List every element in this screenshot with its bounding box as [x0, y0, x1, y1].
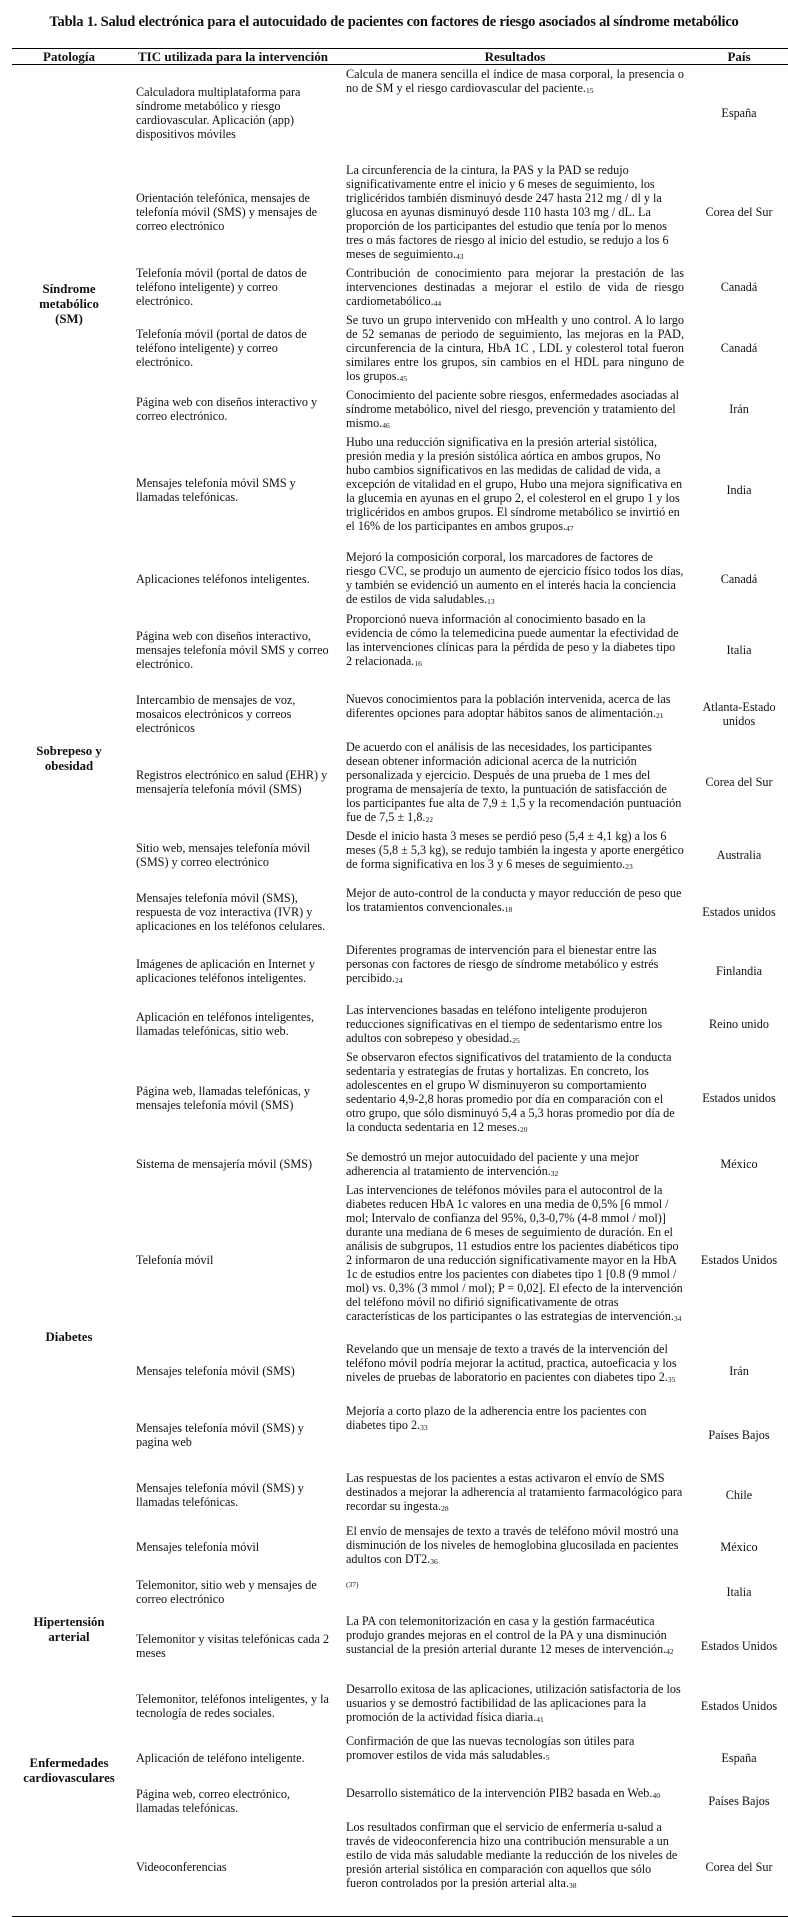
pathology-cell [12, 1680, 126, 1732]
result-text: Se observaron efectos significativos del tratamiento de la conducta sedentaria y estrategias de frutas y hortalizas. En concreto, los adolescentes en el grupo W disminuyeron su comportamiento sedentario 4,9-2,8 horas promedio por día en comparación con el otro grupo, que sólo disminuyó 5,4 a 5,3 horas promedio por día de la conducta sedentaria en 12 meses. [346, 1049, 675, 1134]
result-text: Calcula de manera sencilla el índice de masa corporal, la presencia o no de SM y el riesgo cardiovascular del paciente. [346, 67, 684, 95]
reference-number: 34 [673, 1313, 682, 1323]
tic-cell: Aplicación de teléfono inteligente. [136, 1750, 305, 1765]
pathology-cell [12, 610, 126, 690]
country-cell: Italia [726, 642, 752, 657]
reference-number: 40 [652, 1790, 660, 1800]
country-cell: España [721, 1750, 757, 1765]
table-header-row [12, 49, 788, 65]
country-cell: Canadá [720, 280, 758, 294]
reference-number: (37) [346, 1579, 359, 1589]
table-row [12, 738, 788, 827]
reference-number: 35 [667, 1374, 676, 1384]
tic-cell: Registros electrónico en salud (EHR) y mensajería telefonía móvil (SMS) [136, 768, 328, 796]
table-row [12, 433, 788, 548]
tic-cell: Aplicaciones teléfonos inteligentes. [136, 571, 310, 586]
result-text: Las intervenciones basadas en teléfono inteligente produjeron reducciones significativas en el tiempo de sedentarismo entre los adultos con sobrepeso y obesidad. [346, 1002, 663, 1045]
result-cell [340, 1469, 690, 1522]
reference-number: 36 [430, 1556, 438, 1566]
result-cell [340, 738, 690, 827]
pathology-cell [12, 1048, 126, 1148]
country-cell: Estados Unidos [700, 1638, 778, 1653]
table-row [12, 1732, 788, 1784]
result-cell [340, 65, 690, 161]
reference-number: 25 [512, 1035, 520, 1045]
table-row [12, 311, 788, 386]
country-cell: Estados unidos [702, 1090, 776, 1105]
pathology-cell [12, 941, 126, 1001]
pathology-cell [12, 1818, 126, 1917]
result-cell [340, 1048, 690, 1148]
result-cell [340, 884, 690, 941]
country-cell: Italia [726, 1585, 752, 1599]
result-text: Las respuestas de los pacientes a estas activaron el envío de SMS destinados a mejorar la adherencia al tratamiento farmacológico para recordar su ingesta. [346, 1470, 683, 1513]
country-cell: Países Bajos [708, 1793, 770, 1808]
pathology-label: Síndrome metabólico (SM) [39, 282, 99, 326]
tic-cell: Mensajes telefonía móvil (SMS) y pagina web [136, 1421, 304, 1449]
result-text: Contribución de conocimiento para mejorar la prestación de las intervenciones destinadas a mejorar el estilo de vida de riesgo cardiometabólico. [346, 265, 684, 308]
country-cell: Corea del Sur [705, 205, 773, 219]
table-row [12, 1181, 788, 1340]
country-cell: España [721, 105, 757, 120]
reference-number: 18 [504, 904, 513, 914]
result-cell [340, 433, 690, 548]
pathology-cell [12, 386, 126, 433]
tic-cell: Imágenes de aplicación en Internet y aplicaciones teléfonos inteligentes. [136, 956, 316, 985]
pathology-cell [12, 433, 126, 548]
tic-cell: Mensajes telefonía móvil SMS y llamadas telefónicas. [136, 476, 296, 504]
tic-cell: Mensajes telefonía móvil (SMS), respuesta de voz interactiva (IVR) y aplicaciones en los teléfonos celulares. [136, 891, 326, 933]
tic-cell: Telemonitor, sitio web y mensajes de correo electrónico [136, 1578, 317, 1606]
result-cell [340, 1148, 690, 1181]
table-row [12, 884, 788, 941]
result-text: Las intervenciones de teléfonos móviles para el autocontrol de la diabetes reducen HbA 1c valores en una media de 0,5% [6 mmol / mol; Intervalo de confianza del 95%, 0,3-0,7% (4-8 mmol / mol)] durante una mediana de 6 meses de seguimiento de duración. En el análisis de subgrupos, 11 estudios entre los pacientes diabéticos tipo 2 informaron de una reducción significativamente mayor en la HbA 1c de estudios entre los pacientes con diabetes tipo 1 [0.8 (9 mmol / mol) vs. 0,3% (3 mmol / mol); P = 0,02]. El efecto de la intervención del teléfono móvil no difirió significativamente de otras características de los participantes o las estrategias de intervención. [346, 1182, 683, 1323]
pathology-cell [12, 884, 126, 941]
result-cell [340, 386, 690, 433]
result-cell [340, 1340, 690, 1402]
table-title: Tabla 1. Salud electrónica para el autocuidado de pacientes con factores de riesgo asociados al síndrome metabólico [49, 14, 739, 30]
tic-cell: Videoconferencias [126, 1818, 340, 1917]
reference-number: 23 [625, 861, 633, 871]
tic-cell: Telefonía móvil (portal de datos de teléfono inteligente) y correo electrónico. [136, 266, 307, 308]
country-cell: Corea del Sur [690, 1818, 788, 1917]
tic-cell: Telefonía móvil [136, 1253, 214, 1267]
result-text: Se tuvo un grupo intervenido con mHealth y uno control. A lo largo de 52 semanas de periodo de seguimiento, las mejoras en la PAD, circunferencia de la cintura, HbA 1C , LDL y colesterol total fueron similares entre los grupos, sin cambios en el HDL para ninguno de los grupos. [346, 312, 684, 383]
reference-number: 41 [536, 1714, 544, 1724]
result-text: Los resultados confirman que el servicio de enfermería u-salud a través de videoconferencia hizo una contribución mensurable a un estilo de vida más saludable mediante la reducción de los niveles de presión arterial sistólica en comparación con aquellos que sólo fueron controlados por la presión arterial alta. [346, 1819, 678, 1890]
result-text: Confirmación de que las nuevas tecnologías son útiles para promover estilos de vida más saludables. [346, 1733, 635, 1762]
country-cell: Estados Unidos [700, 1253, 778, 1267]
reference-number: 22 [425, 814, 433, 824]
result-text: Hubo una reducción significativa en la presión arterial sistólica, presión media y la presión sistólica aórtica en ambos grupos, No hubo cambios significativos en las medidas de calidad de vida, a excepción de vitalidad en el grupo, Hubo una mejora significativa en la glucemia en ayunas en el grupo 2, el colesterol en el grupo 1 y los triglicéridos en ambos grupos. El síndrome metabólico se invirtió en el 16% de los participantes en ambos grupos. [346, 434, 683, 533]
pathology-cell [12, 1469, 126, 1522]
result-cell [340, 941, 690, 1001]
result-text: Desarrollo exitosa de las aplicaciones, utilización satisfactoria de los usuarios y se demostró factibilidad de las aplicaciones para la promoción de la actividad física diaria. [346, 1681, 681, 1724]
reference-number: 13 [487, 596, 495, 606]
pathology-cell [12, 161, 126, 264]
pathology-cell [12, 1573, 126, 1612]
table-row [12, 161, 788, 264]
result-cell [340, 161, 690, 264]
country-cell: Estados Unidos [700, 1698, 778, 1713]
tic-cell: Mensajes telefonía móvil (SMS) [136, 1363, 295, 1378]
table-row [12, 1340, 788, 1402]
pathology-cell [12, 1181, 126, 1340]
table-row [12, 1469, 788, 1522]
reference-number: 38 [569, 1880, 577, 1890]
reference-number: 43 [456, 251, 464, 261]
result-cell [340, 1573, 690, 1612]
pathology-label: Sobrepeso y obesidad [36, 744, 102, 773]
pathology-cell [12, 1402, 126, 1469]
table-row [12, 386, 788, 433]
pathology-cell [12, 548, 126, 610]
country-cell: Finlandia [715, 963, 763, 978]
table-row [12, 1612, 788, 1680]
country-cell: Irán [729, 1363, 749, 1378]
reference-number: 16 [414, 658, 422, 668]
pathology-label: Diabetes [45, 1330, 93, 1344]
result-text: Proporcionó nueva información al conocimiento basado en la evidencia de cómo la telemedicina puede aumentar la efectividad de las intervenciones clínicas para la pérdida de peso y la diabetes tipo 2 relacionada. [346, 611, 679, 668]
pathology-cell [12, 827, 126, 884]
tic-cell: Calculadora multiplataforma para síndrome metabólico y riesgo cardiovascular. Aplicación (app) dispositivos móviles [136, 84, 301, 141]
reference-number: 28 [441, 1503, 449, 1513]
table-row [12, 1784, 788, 1818]
country-cell: Canadá [720, 341, 758, 355]
table-row [12, 941, 788, 1001]
country-cell: Irán [729, 402, 749, 416]
result-text: Desarrollo sistemático de la intervención PIB2 basada en Web. [346, 1785, 653, 1800]
result-cell [340, 1181, 690, 1340]
result-text: La PA con telemonitorización en casa y la gestión farmacéutica produjo grandes mejoras en el control de la PA y una disminución sustancial de la presión arterial durante 12 meses de intervención. [346, 1613, 667, 1656]
tic-cell: Telefonía móvil (portal de datos de teléfono inteligente) y correo electrónico. [136, 327, 307, 369]
table-row [12, 65, 788, 161]
result-cell [340, 1680, 690, 1732]
pathology-label: Enfermedades cardiovasculares [23, 1756, 115, 1785]
table-row [12, 1522, 788, 1573]
result-cell [340, 827, 690, 884]
result-cell [340, 1402, 690, 1469]
pathology-cell [12, 1001, 126, 1048]
pathology-cell [12, 690, 126, 738]
result-cell [340, 1522, 690, 1573]
tic-cell: Página web, correo electrónico, llamadas telefónicas. [136, 1786, 290, 1815]
reference-number: 32 [550, 1168, 559, 1178]
result-cell [340, 1001, 690, 1048]
table-row [12, 1402, 788, 1469]
result-text: Conocimiento del paciente sobre riesgos, enfermedades asociadas al síndrome metabólico, nivel del riesgo, prevención y tratamiento del mismo. [346, 387, 680, 430]
reference-number: 5 [545, 1752, 550, 1762]
tic-cell: Orientación telefónica, mensajes de telefonía móvil (SMS) y mensajes de correo electrónico [136, 191, 318, 233]
header-tic: TIC utilizada para la intervención [126, 49, 340, 65]
table-row [12, 1573, 788, 1612]
result-text: De acuerdo con el análisis de las necesidades, los participantes desean obtener información adicional acerca de la nutrición personalizada y ejercicio. Después de una prueba de 1 mes del programa de mensajería de texto, la puntuación de satisfacción de los participantes fue alta de 7,9 ± 1,5 y la recomendación puntuación fue de 7,5 ± 1,8. [346, 739, 682, 824]
tic-cell: Aplicación en teléfonos inteligentes, llamadas telefónicas, sitio web. [136, 1010, 315, 1038]
country-cell: México [720, 1157, 758, 1171]
reference-number: 46 [382, 420, 390, 430]
country-cell: India [726, 483, 752, 497]
result-cell [340, 610, 690, 690]
table-row [12, 690, 788, 738]
reference-number: 44 [433, 298, 442, 308]
tic-cell: Telemonitor y visitas telefónicas cada 2 meses [136, 1631, 330, 1660]
table-row [12, 1148, 788, 1181]
reference-number: 15 [585, 86, 594, 95]
result-cell [340, 1612, 690, 1680]
header-resultados: Resultados [340, 49, 690, 65]
tic-cell: Telemonitor, teléfonos inteligentes, y la tecnología de redes sociales. [136, 1691, 329, 1720]
country-cell: Australia [716, 848, 762, 862]
result-text: Diferentes programas de intervención para el bienestar entre las personas con factores de riesgo de síndrome metabólico y estrés percibido. [346, 942, 659, 985]
reference-number: 20 [519, 1124, 528, 1134]
reference-number: 45 [399, 373, 407, 383]
country-cell: Chile [725, 1488, 753, 1502]
reference-number: 24 [395, 975, 403, 985]
pathology-cell [12, 1522, 126, 1573]
table-row [12, 610, 788, 690]
country-cell: Estados unidos [702, 905, 776, 919]
pathology-cell [12, 1340, 126, 1402]
country-cell: México [720, 1540, 758, 1554]
reference-number: 42 [666, 1646, 674, 1656]
result-cell [340, 1784, 690, 1818]
result-text: Revelando que un mensaje de texto a través de la intervención del teléfono móvil podría mejorar la actitud, practica, autoeficacia y los niveles de pruebas de laboratorio en pacientes con diabetes tipo 2. [346, 1341, 677, 1384]
tic-cell: Sitio web, mensajes telefonía móvil (SMS) y correo electrónico [136, 841, 311, 869]
result-text: El envío de mensajes de texto a través de teléfono móvil mostró una disminución de los niveles de hemoglobina glucosilada en pacientes adultos con DT2. [346, 1523, 679, 1566]
table-row [12, 1680, 788, 1732]
table-row [12, 1818, 788, 1917]
country-cell: Canadá [720, 571, 758, 586]
tic-cell: Mensajes telefonía móvil (SMS) y llamadas telefónicas. [136, 1481, 304, 1509]
table-row [12, 1001, 788, 1048]
result-cell [340, 1818, 690, 1917]
result-cell [340, 690, 690, 738]
table-row [12, 1048, 788, 1148]
result-text: Mejor de auto-control de la conducta y mayor reducción de peso que los tratamientos convencionales. [346, 885, 682, 914]
tic-cell: Mensajes telefonía móvil [136, 1540, 260, 1554]
result-cell [340, 548, 690, 610]
result-cell [340, 264, 690, 311]
pathology-cell [12, 1148, 126, 1181]
reference-number: 33 [420, 1422, 428, 1432]
pathology-label: Hipertensión arterial [33, 1615, 105, 1644]
result-text: Desde el inicio hasta 3 meses se perdió peso (5,4 ± 4,1 kg) a los 6 meses (5,8 ± 5,3 kg), se redujo también la ingesta y aporte energético de forma significativa en los 3 y 6 meses de seguimiento. [346, 828, 684, 871]
pathology-cell [12, 1784, 126, 1818]
result-text: Mejoró la composición corporal, los marcadores de factores de riesgo CVC, se produjo un aumento de ejercicio físico todos los días, y también se evidenció un aumento en el interés hacia la conciencia de estilos de vida saludables. [346, 549, 684, 606]
reference-number: 47 [566, 523, 574, 533]
result-text: Nuevos conocimientos para la población intervenida, acerca de las diferentes opciones para adoptar hábitos sanos de alimentación. [346, 691, 671, 720]
country-cell: Atlanta-Estado unidos [702, 699, 776, 728]
tic-cell: Sistema de mensajería móvil (SMS) [136, 1157, 313, 1171]
pathology-cell [12, 65, 126, 161]
result-cell [340, 311, 690, 386]
tic-cell: Página web con diseños interactivo, mensajes telefonía móvil SMS y correo electrónico. [136, 628, 329, 671]
results-table [12, 48, 788, 1917]
header-pais: País [690, 49, 788, 65]
tic-cell: Página web con diseños interactivo y correo electrónico. [136, 395, 318, 423]
tic-cell: Página web, llamadas telefónicas, y mensajes telefonía móvil (SMS) [136, 1083, 310, 1112]
result-text: Mejoría a corto plazo de la adherencia entre los pacientes con diabetes tipo 2. [346, 1403, 647, 1432]
table-row [12, 264, 788, 311]
result-text: La circunferencia de la cintura, la PAS y la PAD se redujo significativamente entre el inicio y 6 meses de seguimiento, los triglicéridos también disminuyó desde 247 hasta 212 mg / dl y la glucosa en ayunas disminuyó desde 110 hasta 103 mg / dL. La proporción de los participantes del estudio que tenía por lo menos tres o más factores de riesgo al inicio del estudio, se redujo a los 6 meses de seguimiento. [346, 162, 669, 261]
result-cell [340, 1732, 690, 1784]
reference-number: 21 [656, 710, 664, 720]
country-cell: Países Bajos [708, 1428, 770, 1442]
country-cell: Corea del Sur [705, 775, 773, 789]
tic-cell: Intercambio de mensajes de voz, mosaicos electrónicos y correos electrónicos [136, 692, 296, 735]
header-patologia: Patología [12, 49, 126, 65]
result-text: Se demostró un mejor autocuidado del paciente y una mejor adherencia al tratamiento de intervención. [346, 1149, 639, 1178]
country-cell: Reino unido [709, 1017, 769, 1031]
table-row [12, 548, 788, 610]
table-row [12, 827, 788, 884]
